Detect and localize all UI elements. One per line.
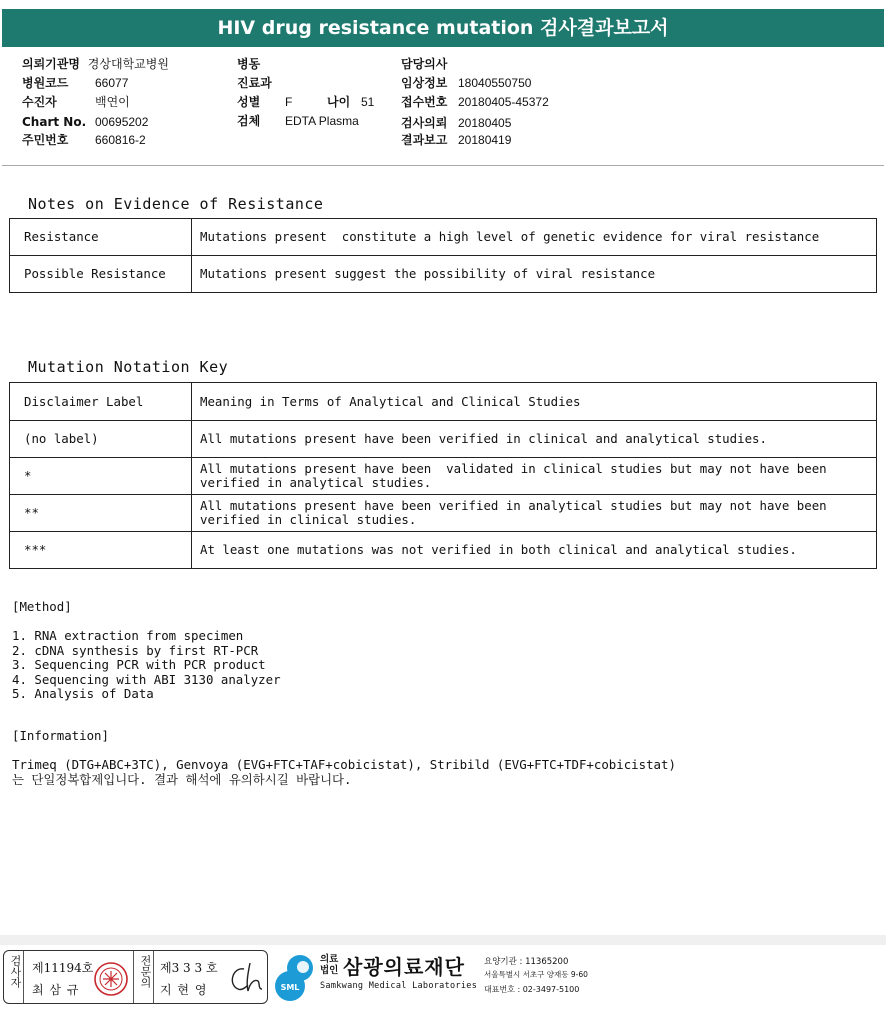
notation-section-title: Mutation Notation Key	[28, 358, 229, 376]
table-row	[10, 219, 877, 256]
doctor-row	[401, 57, 447, 71]
clinical-info-value: 18040550750	[458, 76, 532, 90]
method-heading: [Method]	[12, 599, 72, 614]
table-row	[10, 458, 877, 495]
age-label: 나이	[327, 95, 351, 109]
table-row	[10, 256, 877, 293]
table-row	[10, 383, 877, 421]
doctor-name: 지 현 영	[160, 983, 208, 997]
chart-row	[22, 115, 149, 129]
evidence-term: Resistance	[10, 219, 192, 256]
tester-label: 검사자	[9, 955, 22, 988]
clinical-info-label: 임상정보	[401, 76, 448, 90]
divider	[153, 951, 154, 1003]
method-step: 1. RNA extraction from specimen	[12, 628, 244, 643]
clinical-info-row	[401, 76, 532, 90]
sex-age-row	[237, 95, 375, 109]
doctor-license-no: 제3 3 3 호	[160, 961, 218, 975]
sml-logo-icon	[272, 952, 318, 1002]
receipt-value: 20180405-45372	[458, 95, 549, 109]
patient-value: 백연이	[95, 95, 130, 109]
notation-meaning: All mutations present have been verified in analytical studies but may not have been verified in clinical studies.	[192, 495, 877, 532]
notation-label: (no label)	[10, 421, 192, 458]
notation-label: **	[10, 495, 192, 532]
patient-row	[22, 95, 130, 109]
institution-row	[22, 57, 169, 71]
notation-label: ***	[10, 532, 192, 569]
signature-box	[3, 950, 268, 1004]
specimen-label: 검체	[237, 114, 261, 128]
official-seal-icon	[93, 961, 129, 997]
doctor-label: 담당의사	[401, 57, 448, 71]
table-row	[10, 532, 877, 569]
method-step: 2. cDNA synthesis by first RT-PCR	[12, 642, 259, 658]
notation-meaning: Meaning in Terms of Analytical and Clinical Studies	[192, 383, 877, 421]
report-title: HIV drug resistance mutation 검사결과보고서	[2, 9, 884, 47]
patient-label: 수진자	[22, 95, 57, 109]
ward-label: 병동	[237, 57, 261, 71]
org-name: 삼광의료재단	[343, 955, 465, 979]
notation-meaning: At least one mutations was not verified in both clinical and analytical studies.	[192, 532, 877, 569]
specimen-value: EDTA Plasma	[285, 114, 359, 128]
org-prefix-top: 의료	[320, 954, 339, 965]
evidence-meaning: Mutations present constitute a high level of genetic evidence for viral resistance	[192, 219, 877, 256]
tester-license-no: 제11194호	[32, 961, 94, 975]
tester-name: 최 삼 규	[32, 983, 80, 997]
dept-label: 진료과	[237, 76, 272, 90]
org-phone: 대표번호 : 02-3497-5100	[484, 985, 580, 994]
notation-meaning: All mutations present have been validated in clinical studies but may not have been verified in analytical studies.	[192, 458, 877, 495]
institution-label: 의뢰기관명	[22, 57, 80, 71]
org-prefix-bottom: 법인	[320, 965, 339, 976]
doctor-sig-label: 전문의	[139, 955, 152, 988]
information-line: 는 단일정복합제입니다. 결과 해석에 유의하시길 바랍니다.	[12, 772, 352, 787]
report-date-row	[401, 133, 512, 147]
divider	[133, 951, 134, 1003]
care-institution-no: 요양기관 : 11365200	[484, 957, 569, 967]
footer-separator	[0, 935, 886, 945]
request-date-label: 검사의뢰	[401, 116, 448, 130]
table-row	[10, 495, 877, 532]
request-date-row	[401, 116, 512, 130]
age-value: 51	[361, 95, 375, 109]
notation-meaning: All mutations present have been verified in clinical and analytical studies.	[192, 421, 877, 458]
sex-value: F	[285, 95, 293, 109]
chart-value: 00695202	[95, 115, 149, 129]
method-step: 4. Sequencing with ABI 3130 analyzer	[12, 671, 281, 687]
sex-label: 성별	[237, 95, 261, 109]
org-name-en: Samkwang Medical Laboratories	[320, 981, 478, 991]
report-date-label: 결과보고	[401, 133, 448, 147]
method-step: 5. Analysis of Data	[12, 686, 154, 701]
hospital-code-label: 병원코드	[22, 76, 69, 90]
chart-label: Chart No.	[22, 115, 87, 129]
resident-row	[22, 133, 146, 147]
logo-text: SML	[280, 983, 300, 992]
information-line: Trimeq (DTG+ABC+3TC), Genvoya (EVG+FTC+TAF+cobicistat), Stribild (EVG+FTC+TDF+cobicistat)	[12, 757, 676, 772]
notation-label: Disclaimer Label	[10, 383, 192, 421]
receipt-row	[401, 95, 549, 109]
receipt-label: 접수번호	[401, 95, 448, 109]
notation-table	[9, 382, 877, 569]
evidence-table	[9, 218, 877, 293]
evidence-section-title: Notes on Evidence of Resistance	[28, 195, 324, 213]
org-address: 서울특별시 서초구 양재동 9-60	[484, 970, 588, 979]
hospital-code-value: 66077	[95, 76, 129, 90]
divider	[23, 951, 24, 1003]
institution-value: 경상대학교병원	[87, 57, 169, 71]
ward-row	[237, 57, 260, 71]
resident-value: 660816-2	[95, 133, 146, 147]
notation-label: *	[10, 458, 192, 495]
hospital-code-row	[22, 76, 129, 90]
evidence-term: Possible Resistance	[10, 256, 192, 293]
method-step: 3. Sequencing PCR with PCR product	[12, 657, 266, 672]
resident-label: 주민번호	[22, 133, 69, 147]
report-date-value: 20180419	[458, 133, 512, 147]
request-date-value: 20180405	[458, 116, 512, 130]
evidence-meaning: Mutations present suggest the possibility of viral resistance	[192, 256, 877, 293]
information-heading: [Information]	[12, 728, 109, 743]
dept-row	[237, 76, 272, 90]
signature-icon	[224, 959, 266, 997]
patient-info-panel	[2, 48, 884, 166]
table-row	[10, 421, 877, 458]
specimen-row	[237, 114, 359, 128]
